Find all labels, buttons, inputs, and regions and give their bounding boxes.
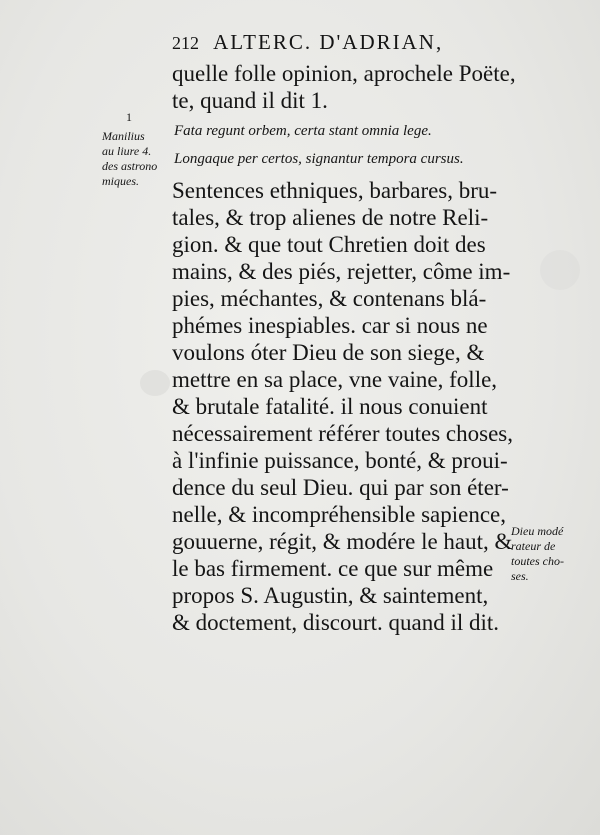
paper-stain	[140, 370, 170, 396]
verse-line: Longaque per certos, signantur tempora cursus.	[174, 151, 464, 167]
running-header	[172, 30, 443, 55]
note-line: Dieu modé	[511, 524, 564, 538]
text-line: nécessairement référer toutes choses,	[172, 421, 514, 446]
text-line: gion. & que tout Chretien doit des	[172, 232, 486, 257]
page-number: 212	[172, 33, 199, 53]
text-line: Sentences ethniques, barbares, bru-	[172, 178, 498, 203]
note-line: rateur de	[511, 539, 556, 553]
note-line: miques.	[102, 174, 139, 188]
text-line: te, quand il dit 1.	[172, 88, 328, 113]
note-line: ses.	[511, 569, 529, 583]
text-line: à l'infinie puissance, bonté, & proui-	[172, 448, 508, 473]
main-paragraph	[172, 177, 517, 636]
text-line: quelle folle opinion, aprochele Poëte,	[172, 61, 516, 86]
main-text-block	[172, 60, 517, 636]
verse-line: Fata regunt orbem, certa stant omnia lege.	[174, 123, 432, 139]
text-line: dence du seul Dieu. qui par son éter-	[172, 475, 509, 500]
text-line: tales, & trop alienes de notre Reli-	[172, 205, 489, 230]
note-line: toutes cho-	[511, 554, 564, 568]
text-line: phémes inespiables. car si nous ne	[172, 313, 488, 338]
left-margin-note	[102, 110, 172, 189]
text-line: gouuerne, régit, & modére le haut, &	[172, 529, 513, 554]
latin-quotation	[174, 117, 517, 173]
text-line: mains, & des piés, rejetter, côme im-	[172, 259, 511, 284]
note-line: Manilius	[102, 129, 145, 143]
text-line: propos S. Augustin, & saintement,	[172, 583, 489, 608]
text-line: & doctement, discourt. quand il dit.	[172, 610, 500, 635]
running-title: ALTERC. D'ADRIAN,	[213, 30, 444, 54]
text-line: mettre en sa place, vne vaine, folle,	[172, 367, 498, 392]
paper-stain	[540, 250, 580, 290]
note-line: des astrono	[102, 159, 158, 173]
note-reference: 1	[126, 110, 132, 124]
text-line: nelle, & incompréhensible sapience,	[172, 502, 507, 527]
text-line: le bas firmement. ce que sur même	[172, 556, 494, 581]
note-line: au liure 4.	[102, 144, 152, 158]
text-line: & brutale fatalité. il nous conuient	[172, 394, 488, 419]
text-line: voulons óter Dieu de son siege, &	[172, 340, 485, 365]
right-margin-note	[511, 524, 591, 584]
text-line: pies, méchantes, & contenans blá-	[172, 286, 487, 311]
